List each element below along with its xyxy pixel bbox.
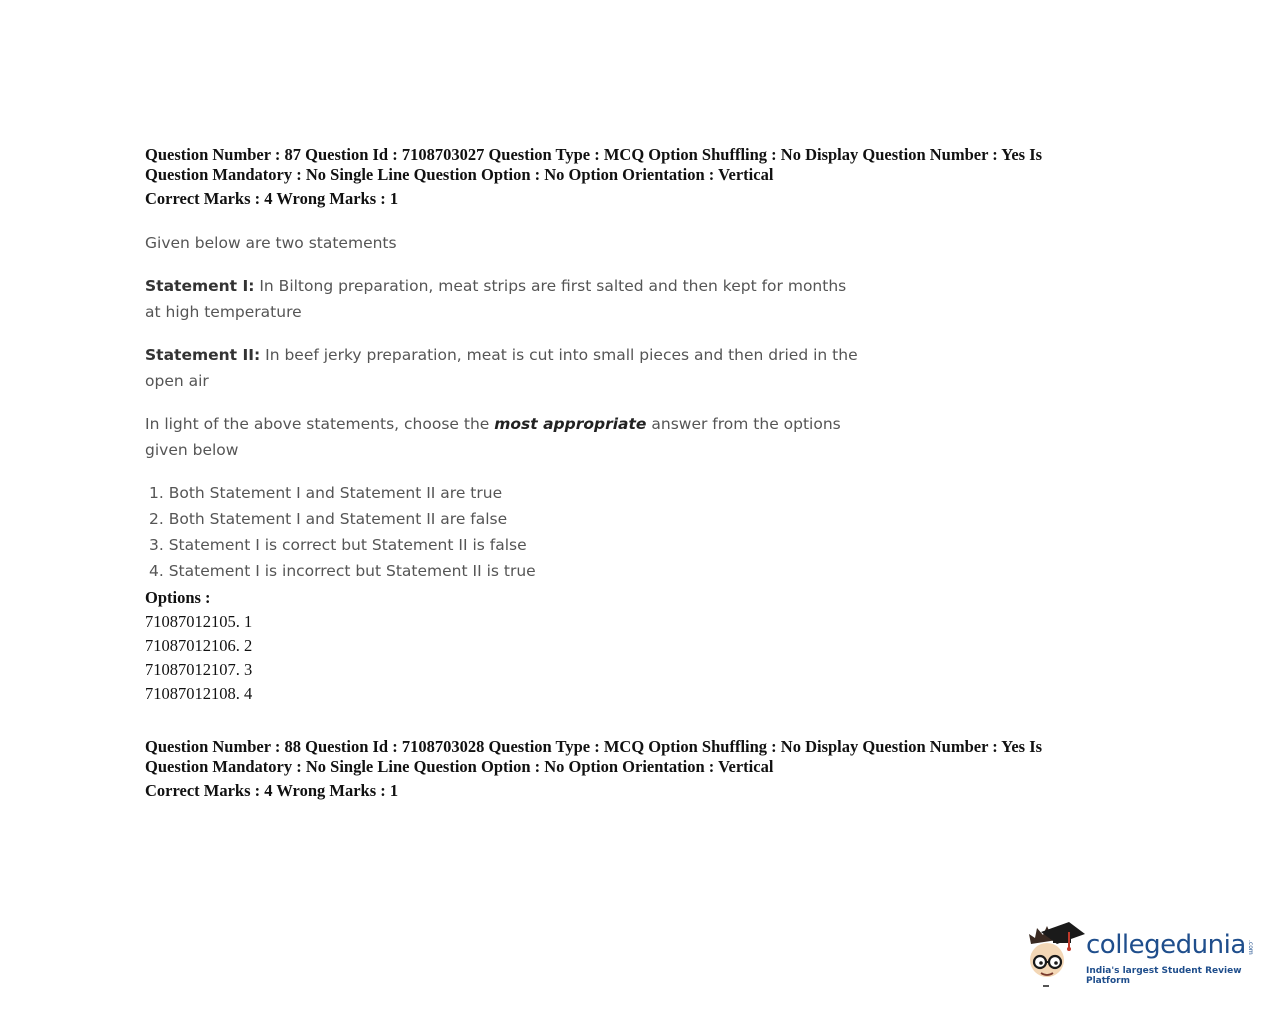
lead-emphasis: most appropriate bbox=[494, 415, 647, 433]
statement-1-text: In Biltong preparation, meat strips are first salted and then kept for months at high temperature bbox=[145, 277, 847, 321]
answer-choice: 4. Statement I is incorrect but Statement II is true bbox=[149, 562, 536, 580]
logo-brand-name: collegedunia bbox=[1086, 930, 1246, 960]
question-87-marks: Correct Marks : 4 Wrong Marks : 1 bbox=[145, 189, 399, 208]
mascot-icon bbox=[1025, 918, 1085, 988]
question-87-meta-line-2: Question Mandatory : No Single Line Question Option : No Option Orientation : Vertical bbox=[145, 165, 774, 184]
option-id-row: 71087012108. 4 bbox=[145, 684, 253, 703]
statement-2 bbox=[145, 342, 865, 394]
lead-before: In light of the above statements, choose the bbox=[145, 415, 495, 433]
logo-tagline: India's largest Student Review Platform bbox=[1086, 966, 1242, 986]
question-87-body bbox=[145, 230, 865, 584]
question-lead bbox=[145, 411, 865, 463]
question-88-meta bbox=[145, 737, 1105, 801]
question-87-meta bbox=[145, 145, 1105, 209]
option-id-row: 71087012106. 2 bbox=[145, 636, 253, 655]
question-88-meta-line-2: Question Mandatory : No Single Line Question Option : No Option Orientation : Vertical bbox=[145, 757, 774, 776]
logo-domain-suffix: .com bbox=[1247, 940, 1254, 955]
answer-choice: 2. Both Statement I and Statement II are false bbox=[149, 510, 508, 528]
lead-after: answer from the options given below bbox=[145, 415, 841, 459]
statement-2-label: Statement II: bbox=[145, 346, 261, 364]
answer-choice: 1. Both Statement I and Statement II are true bbox=[149, 484, 503, 502]
question-88-meta-line-1: Question Number : 88 Question Id : 7108703028 Question Type : MCQ Option Shuffling : No Display Question Number : Yes Is bbox=[145, 737, 1043, 756]
collegedunia-logo bbox=[1025, 918, 1265, 988]
statement-1 bbox=[145, 273, 865, 325]
question-intro: Given below are two statements bbox=[145, 234, 397, 252]
option-id-row: 71087012105. 1 bbox=[145, 612, 253, 631]
options-label: Options : bbox=[145, 588, 211, 607]
answer-choice: 3. Statement I is correct but Statement II is false bbox=[149, 536, 527, 554]
options-list bbox=[145, 586, 252, 706]
question-87-meta-line-1: Question Number : 87 Question Id : 7108703027 Question Type : MCQ Option Shuffling : No Display Question Number : Yes Is bbox=[145, 145, 1043, 164]
statement-2-text: In beef jerky preparation, meat is cut into small pieces and then dried in the open air bbox=[145, 346, 858, 390]
answer-choices bbox=[145, 480, 865, 584]
option-id-row: 71087012107. 3 bbox=[145, 660, 253, 679]
statement-1-label: Statement I: bbox=[145, 277, 255, 295]
question-88-marks: Correct Marks : 4 Wrong Marks : 1 bbox=[145, 781, 399, 800]
